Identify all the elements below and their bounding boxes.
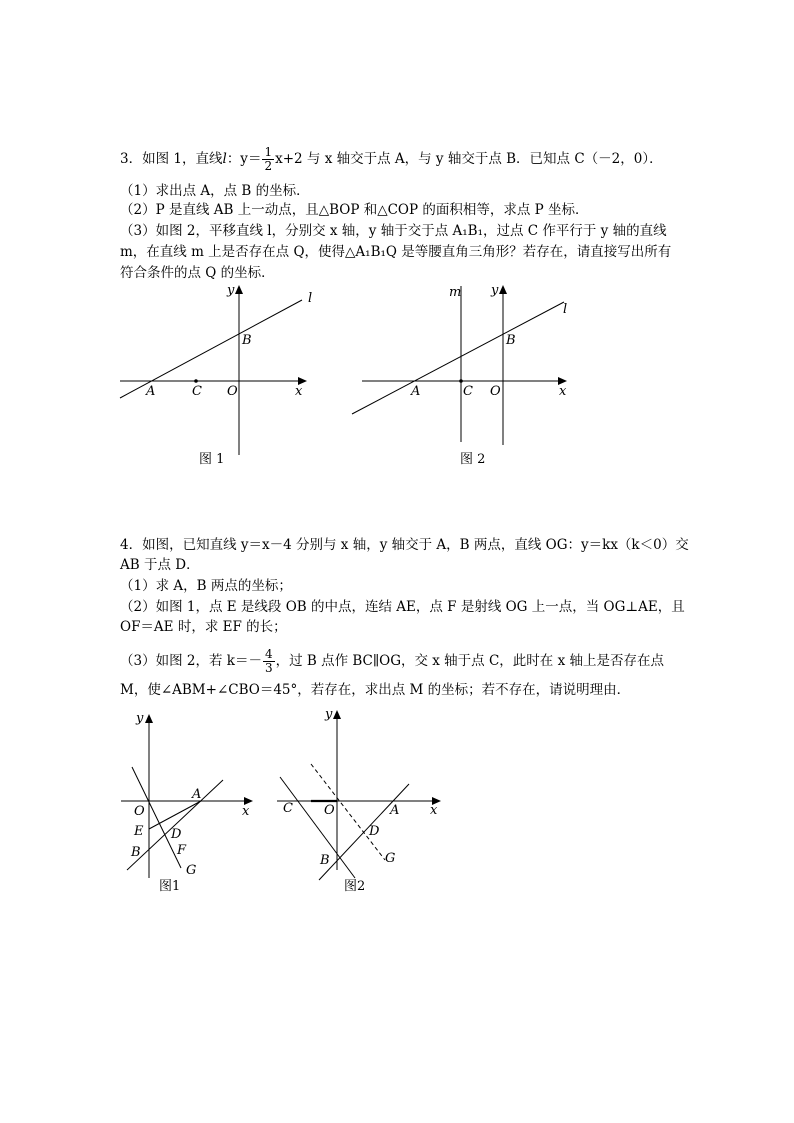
label-b: B	[131, 845, 141, 860]
label-f: F	[177, 843, 187, 858]
label-c: C	[192, 384, 202, 399]
p3-line-name: l	[222, 151, 227, 167]
p3-eq-tail: x+2 与 x 轴交于点 A，与 y 轴交于点 B．已知点 C（－2，0）．	[275, 151, 663, 167]
label-x: x	[559, 384, 567, 399]
label-o: O	[490, 384, 501, 399]
p4-q2-line-2: OF＝AE 时，求 EF 的长；	[120, 619, 287, 635]
p3-q3-line-2: m，在直线 m 上是否存在点 Q，使得△A₁B₁Q 是等腰直角三角形？若存在，请直接写出所有	[120, 244, 672, 260]
p4-q1: （1）求 A，B 两点的坐标；	[120, 578, 292, 594]
p4-figure-2	[275, 700, 455, 900]
caption-fig-1: 图1	[159, 879, 181, 894]
label-l: l	[563, 302, 568, 317]
label-b: B	[506, 333, 516, 348]
p3-q3-line-1: （3）如图 2，平移直线 l，分别交 x 轴，y 轴于交于点 A₁B₁，过点 C 作平行于 y 轴的直线	[120, 223, 667, 239]
label-d: D	[171, 827, 182, 842]
p4-q3-line-1	[120, 648, 664, 675]
p4-q3-tail: ，过 B 点作 BC∥OG，交 x 轴于点 C，此时在 x 轴上是否存在点	[275, 653, 664, 669]
p3-figure-1	[115, 280, 315, 470]
label-x: x	[430, 803, 438, 818]
label-e: E	[134, 824, 144, 839]
p3-eq-head: ：y＝	[226, 151, 262, 167]
p3-lead: 3．如图 1，直线	[120, 151, 223, 167]
p4-frac-num: 4	[264, 647, 273, 661]
label-y: y	[136, 711, 144, 726]
label-g: G	[186, 863, 197, 878]
p3-figure-2	[348, 280, 578, 470]
p3-frac-num: 1	[264, 145, 273, 159]
label-l: l	[308, 291, 313, 306]
p4-frac-den: 3	[264, 661, 273, 675]
p4-q2-line-1: （2）如图 1，点 E 是线段 OB 的中点，连结 AE，点 F 是射线 OG 上一点，当 OG⊥AE，且	[120, 599, 685, 615]
label-a: A	[192, 787, 202, 802]
label-o: O	[324, 803, 335, 818]
label-y: y	[491, 283, 499, 298]
line-bc	[280, 777, 355, 878]
label-a: A	[146, 384, 156, 399]
label-y: y	[325, 707, 333, 722]
line-l	[352, 302, 564, 414]
line-og	[311, 764, 385, 860]
p3-q3-line-3: 符合条件的点 Q 的坐标．	[120, 265, 275, 281]
label-o: O	[134, 804, 145, 819]
label-o: O	[227, 384, 238, 399]
label-c: C	[283, 801, 293, 816]
label-a: A	[411, 384, 421, 399]
p4-line-2: AB 于点 D．	[120, 557, 200, 573]
y-axis-arrow	[333, 710, 341, 719]
p3-frac-den: 2	[264, 159, 273, 173]
label-g: G	[385, 851, 396, 866]
caption-fig-1: 图 1	[199, 452, 225, 467]
y-axis-arrow	[499, 285, 507, 294]
label-x: x	[242, 804, 250, 819]
label-m: m	[449, 285, 462, 300]
label-a: A	[390, 803, 400, 818]
p4-fraction	[263, 648, 275, 675]
p3-fraction	[262, 146, 274, 173]
p3-q1: （1）求出点 A，点 B 的坐标．	[120, 183, 310, 199]
p4-figure-1	[115, 700, 265, 900]
p3-q2: （2）P 是直线 AB 上一动点，且△BOP 和△COP 的面积相等，求点 P 坐标．	[120, 202, 589, 218]
caption-fig-2: 图 2	[460, 452, 486, 467]
p4-line-1: 4．如图，已知直线 y＝x－4 分别与 x 轴，y 轴交于 A，B 两点，直线 OG：y＝kx（k＜0）交	[120, 537, 689, 553]
label-y: y	[227, 283, 235, 298]
label-b: B	[320, 853, 330, 868]
p4-q3-line-2: M，使∠ABM+∠CBO＝45°，若存在，求出点 M 的坐标；若不存在，请说明理由．	[120, 682, 631, 698]
y-axis-arrow	[235, 285, 243, 294]
label-d: D	[369, 824, 380, 839]
point-c-dot	[459, 379, 463, 383]
label-b: B	[242, 333, 252, 348]
y-axis-arrow	[145, 714, 153, 723]
label-c: C	[463, 384, 473, 399]
p4-q3-head: （3）如图 2，若 k＝－	[120, 653, 262, 669]
point-c-dot	[194, 379, 198, 383]
p3-line-1	[120, 146, 663, 173]
label-x: x	[295, 384, 303, 399]
caption-fig-2: 图2	[344, 879, 366, 894]
